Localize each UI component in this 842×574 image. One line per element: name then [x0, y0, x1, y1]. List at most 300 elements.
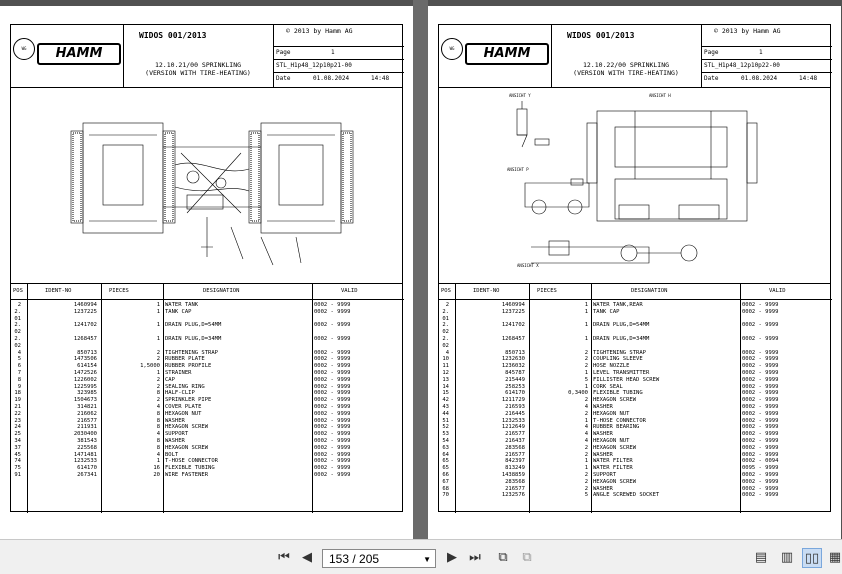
date-label: Date	[704, 75, 719, 82]
valid-cell: 0002 - 9999	[314, 390, 351, 397]
designation-cell: STRAINER	[165, 369, 192, 376]
ident-cell: 1473506	[73, 356, 97, 363]
pieces-cell: 4	[584, 424, 588, 431]
pieces-cell: 1	[584, 383, 588, 390]
col-pos: POS	[441, 288, 451, 294]
table-row	[439, 424, 832, 431]
table-row	[439, 452, 832, 459]
ident-cell: 845787	[505, 369, 525, 376]
pos-cell: 21	[14, 403, 21, 410]
table-row	[439, 336, 832, 343]
two-page-continuous-icon: ▦	[828, 549, 842, 565]
pieces-cell: 4	[156, 451, 160, 458]
designation-cell: FLEXIBLE TUBING	[593, 390, 643, 397]
previous-view-icon: ⧉	[498, 549, 508, 565]
pos-cell: 01	[442, 315, 449, 322]
pos-cell: 5	[17, 356, 21, 363]
ident-cell: 614170	[505, 390, 525, 397]
pos-cell: 91	[14, 471, 21, 478]
pieces-cell: 1,5000	[140, 363, 160, 370]
designation-cell: SEALING RING	[165, 383, 205, 390]
designation-cell: ANGLE SCREWED SOCKET	[593, 492, 660, 499]
page-number-display: 153 / 205	[329, 552, 380, 566]
page-number-input[interactable]	[322, 549, 436, 568]
pos-cell: 9	[17, 383, 21, 390]
table-row	[11, 438, 404, 445]
single-page-icon: ▤	[754, 549, 768, 565]
valid-cell: 0002 - 9999	[742, 302, 779, 308]
ident-cell: 323985	[77, 390, 97, 397]
table-row	[11, 452, 404, 459]
time-value: 14:48	[371, 75, 390, 82]
hamm-logo	[13, 35, 123, 75]
pieces-cell: 1	[584, 308, 588, 315]
ident-cell: 614170	[77, 465, 97, 472]
ident-cell: 1438859	[501, 471, 525, 478]
valid-cell: 0002 - 9999	[742, 397, 779, 404]
pos-cell: 64	[442, 451, 449, 458]
valid-cell: 0002 - 9999	[314, 308, 351, 315]
pieces-cell: 4	[584, 431, 588, 438]
designation-cell: SPRINKLER PIPE	[165, 397, 212, 404]
table-row	[439, 418, 832, 425]
ident-cell: 850713	[77, 349, 97, 356]
ident-cell: 1237225	[73, 308, 97, 315]
pieces-cell: 1	[156, 458, 160, 465]
valid-cell: 0002 - 0094	[742, 458, 779, 465]
valid-cell: 0002 - 9999	[742, 451, 779, 458]
table-body	[439, 302, 832, 499]
pieces-cell: 2	[584, 451, 588, 458]
ident-cell: 216437	[505, 437, 525, 444]
pieces-cell: 2	[156, 349, 160, 356]
pos-cell: 2.	[442, 335, 449, 342]
pieces-cell: 2	[584, 363, 588, 370]
pieces-cell: 4	[584, 437, 588, 444]
designation-cell: SUPPORT	[165, 431, 189, 438]
ident-cell: 1211729	[501, 397, 525, 404]
valid-cell: 0002 - 9999	[314, 437, 351, 444]
designation-cell: WATER FILTER	[593, 458, 633, 465]
parts-drawing	[439, 87, 830, 284]
valid-cell: 0002 - 9999	[314, 363, 351, 370]
pos-cell: 75	[14, 465, 21, 472]
valid-cell: 0002 - 9999	[742, 363, 779, 370]
pieces-cell: 16	[153, 465, 160, 472]
next-page-icon: ▶	[447, 549, 457, 565]
pos-cell: 2	[17, 302, 21, 308]
designation-cell: WIRE FASTENER	[165, 471, 209, 478]
pos-cell: 74	[14, 458, 21, 465]
designation-cell: SUPPORT	[593, 471, 617, 478]
pos-cell: 45	[14, 451, 21, 458]
ident-cell: 211931	[77, 424, 97, 431]
valid-cell: 0002 - 9999	[314, 349, 351, 356]
page-gap	[413, 0, 428, 539]
view-x-label: ANSICHT X	[517, 263, 539, 268]
page-number: 1	[759, 49, 763, 56]
first-page-button[interactable]	[275, 548, 293, 566]
pieces-cell: 2	[156, 397, 160, 404]
ident-cell: 314821	[77, 403, 97, 410]
pos-cell: 19	[14, 397, 21, 404]
valid-cell: 0002 - 9999	[314, 302, 351, 308]
wirtgen-seal-icon: WG	[441, 38, 463, 60]
pos-cell: 66	[442, 471, 449, 478]
pieces-cell: 4	[156, 431, 160, 438]
pos-cell: 70	[442, 492, 449, 499]
designation-cell: WASHER	[593, 431, 613, 438]
table-row	[439, 377, 832, 384]
previous-view-button[interactable]	[494, 548, 512, 566]
pieces-cell: 4	[156, 403, 160, 410]
parts-drawing	[11, 87, 402, 284]
page-header	[439, 25, 830, 88]
ident-cell: 1471481	[73, 451, 97, 458]
col-valid: VALID	[341, 288, 358, 294]
previous-page-icon: ◀	[302, 549, 312, 565]
table-row	[11, 309, 404, 316]
ident-cell: 216577	[505, 485, 525, 492]
valid-cell: 0002 - 9999	[742, 369, 779, 376]
pieces-cell: 4	[584, 403, 588, 410]
ident-cell: 216445	[505, 410, 525, 417]
pos-cell: 2	[445, 302, 449, 308]
table-row	[439, 465, 832, 472]
table-row	[11, 424, 404, 431]
ident-cell: 1212649	[501, 424, 525, 431]
ident-cell: 216577	[77, 417, 97, 424]
ident-cell: 216593	[505, 403, 525, 410]
table-row	[11, 322, 404, 329]
valid-cell: 0002 - 9999	[314, 335, 351, 342]
table-row	[439, 370, 832, 377]
doc-title: WIDOS 001/2013	[567, 31, 635, 40]
valid-cell: 0002 - 9999	[314, 356, 351, 363]
valid-cell: 0095 - 9999	[742, 465, 779, 472]
table-row	[11, 384, 404, 391]
table-row	[439, 458, 832, 465]
pieces-cell: 1	[156, 335, 160, 342]
hamm-logo	[441, 35, 551, 75]
pos-cell: 42	[442, 397, 449, 404]
valid-cell: 0002 - 9999	[314, 465, 351, 472]
pieces-cell: 1	[156, 302, 160, 308]
col-pieces: PIECES	[537, 288, 557, 294]
valid-cell: 0002 - 9999	[314, 322, 351, 329]
table-row	[439, 397, 832, 404]
pieces-cell: 2	[584, 397, 588, 404]
valid-cell: 0002 - 9999	[742, 403, 779, 410]
designation-cell: CAP	[165, 376, 175, 383]
valid-cell: 0002 - 9999	[742, 308, 779, 315]
table-row	[11, 431, 404, 438]
valid-cell: 0002 - 9999	[742, 383, 779, 390]
two-page-continuous-view-button[interactable]	[826, 548, 842, 566]
valid-cell: 0002 - 9999	[314, 444, 351, 451]
ident-cell: 1504673	[73, 397, 97, 404]
designation-cell: T-HOSE CONNECTOR	[593, 417, 646, 424]
pos-cell: 11	[442, 363, 449, 370]
table-row	[439, 431, 832, 438]
pos-cell: 14	[442, 383, 449, 390]
pieces-cell: 1	[156, 308, 160, 315]
pieces-cell: 1	[584, 417, 588, 424]
brand-logo: HAMM	[37, 43, 121, 65]
table-row	[439, 479, 832, 486]
designation-cell: T-HOSE CONNECTOR	[165, 458, 218, 465]
valid-cell: 0002 - 9999	[742, 485, 779, 492]
ident-cell: 842397	[505, 458, 525, 465]
two-page-view-button[interactable]	[802, 548, 822, 568]
table-row	[439, 404, 832, 411]
pieces-cell: 2	[584, 444, 588, 451]
table-row	[11, 418, 404, 425]
col-valid: VALID	[769, 288, 786, 294]
valid-cell: 0002 - 9999	[742, 424, 779, 431]
designation-cell: HEXAGON NUT	[165, 410, 202, 417]
valid-cell: 0002 - 9999	[314, 410, 351, 417]
next-view-icon: ⧉	[522, 549, 532, 565]
designation-cell: RUBBER PLATE	[165, 356, 205, 363]
ident-cell: 1268457	[73, 335, 97, 342]
time-value: 14:48	[799, 75, 818, 82]
view-h-label: ANSICHT H	[649, 93, 671, 98]
designation-cell: HEXAGON SCREW	[593, 397, 637, 404]
pos-cell: 01	[14, 315, 21, 322]
col-designation: DESIGNATION	[631, 288, 668, 294]
table-row	[439, 390, 832, 397]
pos-cell: 6	[17, 363, 21, 370]
ident-cell: 267341	[77, 471, 97, 478]
pos-cell: 65	[442, 465, 449, 472]
pos-cell: 8	[17, 376, 21, 383]
view-p-label: ANSICHT P	[507, 167, 529, 172]
table-row	[11, 302, 404, 309]
sprinkling-diagram-right	[439, 87, 832, 283]
pieces-cell: 2	[156, 376, 160, 383]
pieces-cell: 5	[584, 376, 588, 383]
ident-cell: 614154	[77, 363, 97, 370]
pos-cell: 34	[14, 437, 21, 444]
designation-cell: DRAIN PLUG,D=34MM	[593, 335, 650, 342]
table-row	[439, 486, 832, 493]
drawing-id: STL_H1p48_12p10p21-00	[276, 62, 352, 69]
valid-cell: 0002 - 9999	[742, 335, 779, 342]
designation-cell: HOSE NOZZLE	[593, 363, 630, 370]
pieces-cell: 1	[156, 322, 160, 329]
col-designation: DESIGNATION	[203, 288, 240, 294]
single-page-view-button[interactable]	[752, 548, 770, 566]
table-row	[439, 350, 832, 357]
valid-cell: 0002 - 9999	[742, 349, 779, 356]
copyright: © 2013 by Hamm AG	[286, 27, 353, 35]
table-row	[11, 316, 404, 323]
designation-cell: HEXAGON SCREW	[593, 478, 637, 485]
valid-cell: 0002 - 9999	[314, 376, 351, 383]
ident-cell: 813249	[505, 465, 525, 472]
ident-cell: 216062	[77, 410, 97, 417]
pos-cell: 43	[442, 403, 449, 410]
pos-cell: 44	[442, 410, 449, 417]
valid-cell: 0002 - 9999	[314, 397, 351, 404]
valid-cell: 0002 - 9999	[742, 417, 779, 424]
designation-cell: LEVEL TRANSMITTER	[593, 369, 650, 376]
last-page-button[interactable]	[466, 548, 484, 566]
pos-cell: 7	[17, 369, 21, 376]
pos-cell: 12	[442, 369, 449, 376]
pieces-cell: 2	[584, 356, 588, 363]
table-row	[11, 329, 404, 336]
pos-cell: 68	[442, 485, 449, 492]
designation-cell: FLEXIBLE TUBING	[165, 465, 215, 472]
table-row	[439, 492, 832, 499]
section-number: 12.10.22/00 SPRINKLING	[582, 61, 670, 69]
table-row	[439, 438, 832, 445]
designation-cell: TIGHTENING STRAP	[593, 349, 646, 356]
valid-cell: 0002 - 9999	[314, 403, 351, 410]
first-page-icon: ⏮	[278, 549, 290, 565]
designation-cell: WATER TANK	[165, 302, 199, 308]
pos-cell: 18	[14, 390, 21, 397]
table-row	[11, 404, 404, 411]
designation-cell: CORK SEAL	[593, 383, 623, 390]
pos-cell: 63	[442, 444, 449, 451]
table-row	[11, 343, 404, 350]
copyright: © 2013 by Hamm AG	[714, 27, 781, 35]
pos-cell: 52	[442, 424, 449, 431]
ident-cell: 1472526	[73, 369, 97, 376]
next-view-button[interactable]	[518, 548, 536, 566]
ident-cell: 283568	[505, 478, 525, 485]
previous-page-button[interactable]	[298, 548, 316, 566]
pos-cell: 4	[445, 349, 449, 356]
continuous-view-button[interactable]	[778, 548, 796, 566]
page-frame	[10, 24, 403, 512]
designation-cell: WASHER	[593, 485, 613, 492]
ident-cell: 216577	[505, 431, 525, 438]
section-title	[123, 61, 273, 77]
pos-cell: 54	[442, 437, 449, 444]
designation-cell: WASHER	[165, 417, 185, 424]
view-y-label: ANSICHT Y	[509, 93, 531, 98]
designation-cell: WATER FILTER	[593, 465, 633, 472]
last-page-icon: ⏭	[469, 549, 481, 565]
valid-cell: 0002 - 9999	[314, 424, 351, 431]
ident-cell: 1460994	[73, 302, 97, 308]
table-row	[11, 336, 404, 343]
table-header	[439, 283, 832, 300]
next-page-button[interactable]	[443, 548, 461, 566]
valid-cell: 0002 - 9999	[314, 458, 351, 465]
ident-cell: 1460994	[501, 302, 525, 308]
designation-cell: COVER PLATE	[165, 403, 202, 410]
page-frame	[438, 24, 831, 512]
ident-cell: 1241702	[501, 322, 525, 329]
ident-cell: 1237225	[501, 308, 525, 315]
valid-cell: 0002 - 9999	[314, 417, 351, 424]
designation-cell: TIGHTENING STRAP	[165, 349, 218, 356]
table-row	[11, 370, 404, 377]
designation-cell: HEXAGON SCREW	[165, 444, 209, 451]
valid-cell: 0002 - 9999	[742, 410, 779, 417]
section-subtitle: (VERSION WITH TIRE-HEATING)	[573, 69, 679, 77]
designation-cell: HALF-CLIP	[165, 390, 195, 397]
table-row	[439, 316, 832, 323]
table-row	[439, 302, 832, 309]
table-row	[439, 329, 832, 336]
page-label: Page	[704, 49, 719, 56]
pieces-cell: 8	[156, 424, 160, 431]
table-header	[11, 283, 404, 300]
pieces-cell: 2	[584, 478, 588, 485]
page-label: Page	[276, 49, 291, 56]
document-page-left	[0, 6, 413, 539]
pos-cell: 2.	[14, 308, 21, 315]
page-number: 1	[331, 49, 335, 56]
pieces-cell: 8	[156, 390, 160, 397]
ident-cell: 215449	[505, 376, 525, 383]
date-value: 01.08.2024	[741, 75, 778, 82]
pos-cell: 25	[14, 431, 21, 438]
designation-cell: DRAIN PLUG,D=54MM	[593, 322, 650, 329]
pieces-cell: 1	[584, 335, 588, 342]
brand-logo: HAMM	[465, 43, 549, 65]
pos-cell: 37	[14, 444, 21, 451]
pieces-cell: 1	[156, 369, 160, 376]
designation-cell: DRAIN PLUG,D=34MM	[165, 335, 222, 342]
valid-cell: 0002 - 9999	[314, 451, 351, 458]
pos-cell: 2.	[442, 322, 449, 329]
table-row	[11, 465, 404, 472]
table-row	[439, 343, 832, 350]
ident-cell: 1225995	[73, 383, 97, 390]
wirtgen-seal-icon: WG	[13, 38, 35, 60]
pos-cell: 2.	[442, 308, 449, 315]
valid-cell: 0002 - 9999	[314, 471, 351, 478]
pieces-cell: 8	[156, 444, 160, 451]
table-row	[11, 472, 404, 479]
designation-cell: HEXAGON SCREW	[165, 424, 209, 431]
ident-cell: 850713	[505, 349, 525, 356]
table-row	[11, 445, 404, 452]
valid-cell: 0002 - 9999	[742, 471, 779, 478]
pos-cell: 02	[14, 329, 21, 336]
table-row	[11, 397, 404, 404]
date-label: Date	[276, 75, 291, 82]
pos-cell: 51	[442, 417, 449, 424]
valid-cell: 0002 - 9999	[742, 437, 779, 444]
section-subtitle: (VERSION WITH TIRE-HEATING)	[145, 69, 251, 77]
pos-cell: 15	[442, 390, 449, 397]
valid-cell: 0002 - 9999	[742, 376, 779, 383]
designation-cell: WASHER	[165, 437, 185, 444]
designation-cell: RUBBER PROFILE	[165, 363, 212, 370]
pos-cell: 53	[442, 431, 449, 438]
designation-cell: DRAIN PLUG,D=54MM	[165, 322, 222, 329]
page-header	[11, 25, 402, 88]
designation-cell: HEXAGON SCREW	[593, 444, 637, 451]
designation-cell: HEXAGON NUT	[593, 437, 630, 444]
pos-cell: 2.	[14, 335, 21, 342]
ident-cell: 381543	[77, 437, 97, 444]
ident-cell: 216577	[505, 451, 525, 458]
valid-cell: 0002 - 9999	[742, 431, 779, 438]
viewer-toolbar	[0, 539, 842, 574]
table-row	[439, 363, 832, 370]
designation-cell: WASHER	[593, 451, 613, 458]
pos-cell: 2.	[14, 322, 21, 329]
